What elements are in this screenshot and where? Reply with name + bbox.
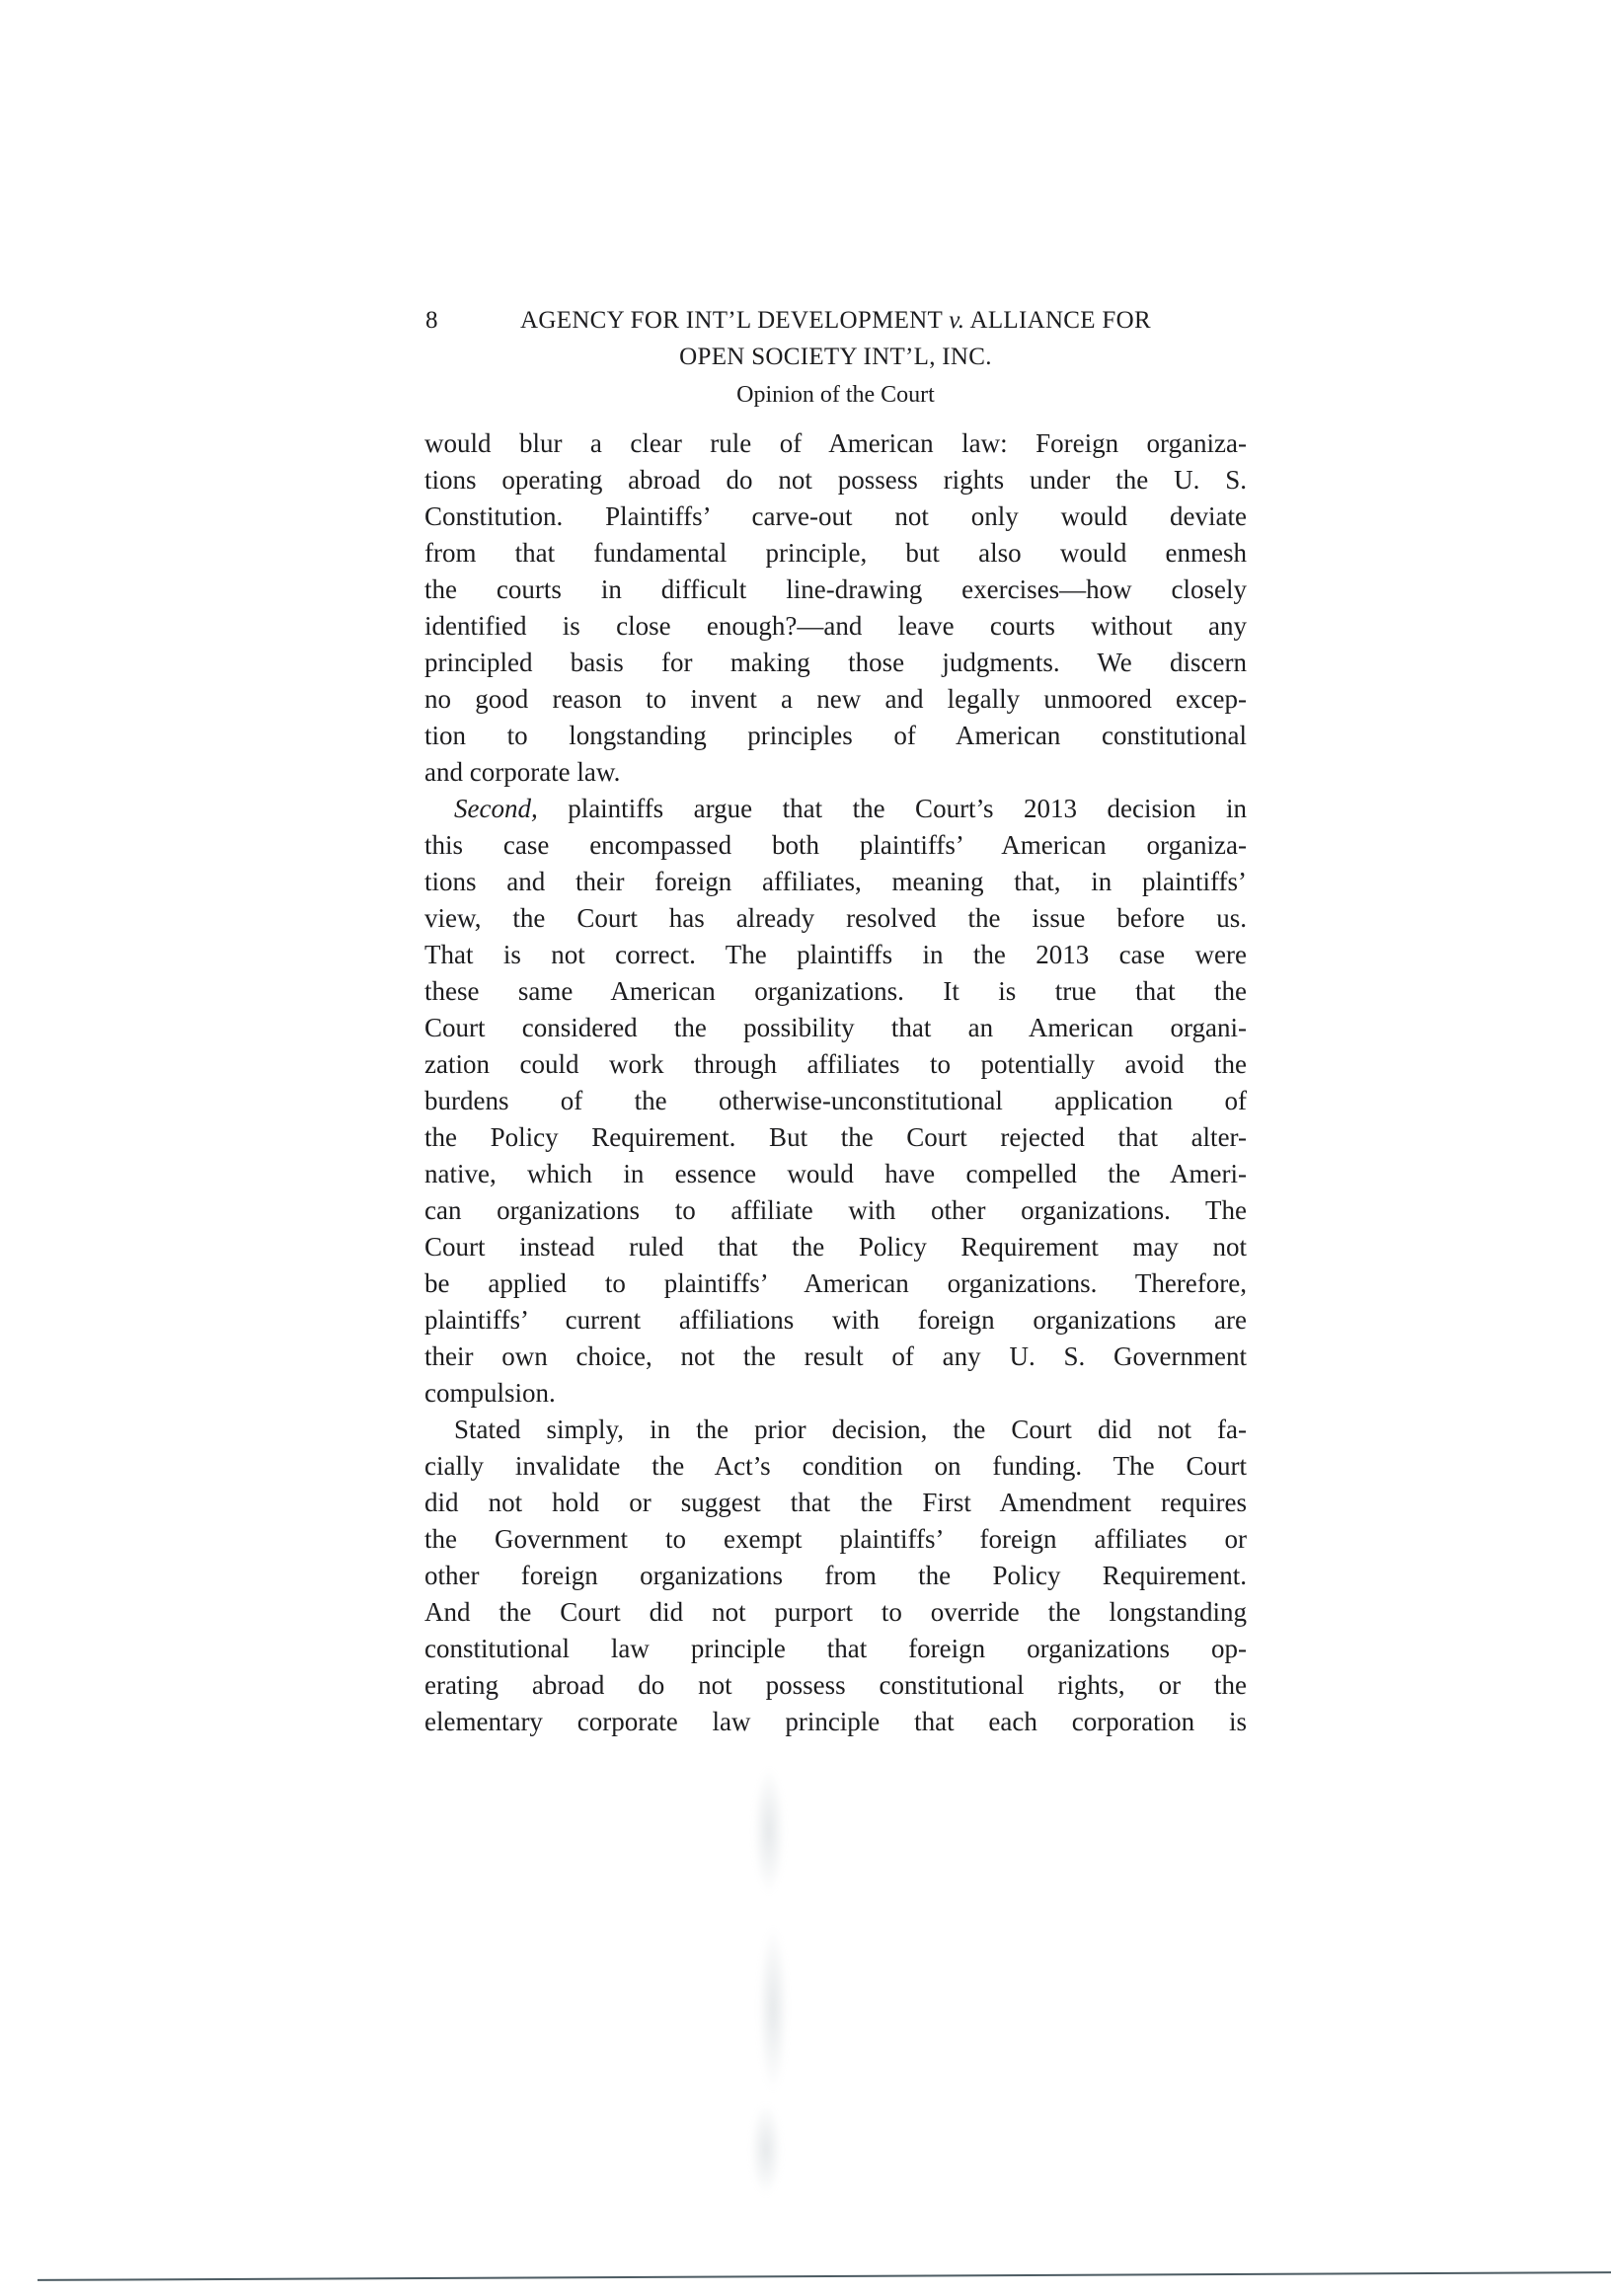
- text-line: the Policy Requirement. But the Court rejected that alter-: [424, 1122, 1247, 1152]
- text-line: the courts in difficult line-drawing exercises—how closely: [424, 574, 1247, 604]
- scan-smudge: [753, 1767, 785, 1895]
- paragraph: [424, 1412, 1247, 1740]
- text-line: Court instead ruled that the Policy Requirement may not: [424, 1232, 1247, 1262]
- text-line: zation could work through affiliates to potentially avoid the: [424, 1049, 1247, 1079]
- scan-smudge: [758, 1925, 788, 2093]
- text-line: identified is close enough?—and leave courts without any: [424, 611, 1247, 641]
- text-line: did not hold or suggest that the First Amendment requires: [424, 1488, 1247, 1517]
- text-line: and corporate law.: [424, 757, 621, 787]
- text-line: no good reason to invent a new and legally unmoored excep-: [424, 684, 1247, 714]
- text-line: And the Court did not purport to override the longstanding: [424, 1597, 1247, 1627]
- text-line: elementary corporate law principle that each corporation is: [424, 1707, 1247, 1736]
- text-line: from that fundamental principle, but also would enmesh: [424, 538, 1247, 568]
- running-head: [424, 302, 1247, 413]
- text-line: would blur a clear rule of American law: Foreign organiza-: [424, 428, 1247, 458]
- text-line: the Government to exempt plaintiffs’ foreign affiliates or: [424, 1524, 1247, 1554]
- text-line: tions and their foreign affiliates, meaning that, in plaintiffs’: [424, 867, 1247, 896]
- text-line: be applied to plaintiffs’ American organizations. Therefore,: [424, 1268, 1247, 1298]
- case-title-line1: [424, 302, 1247, 339]
- paragraph: [424, 425, 1247, 791]
- text-line: erating abroad do not possess constitutional rights, or the: [424, 1670, 1247, 1700]
- case-title-post: ALLIANCE FOR: [969, 307, 1151, 334]
- text-line: Stated simply, in the prior decision, the Court did not fa-: [454, 1415, 1247, 1444]
- text-line: compulsion.: [424, 1378, 556, 1408]
- body-text: [424, 425, 1247, 1740]
- case-title-pre: AGENCY FOR INT’L DEVELOPMENT: [520, 307, 943, 334]
- text-line: native, which in essence would have compelled the Ameri-: [424, 1159, 1247, 1188]
- page-bottom-edge-line: [38, 2271, 1611, 2281]
- text-line: tion to longstanding principles of American constitutional: [424, 721, 1247, 750]
- scan-smudge: [750, 2103, 782, 2196]
- text-line: these same American organizations. It is true that the: [424, 976, 1247, 1006]
- text-line: this case encompassed both plaintiffs’ American organiza-: [424, 830, 1247, 860]
- text-line: other foreign organizations from the Policy Requirement.: [424, 1561, 1247, 1590]
- text-line: constitutional law principle that foreign organizations op-: [424, 1634, 1247, 1663]
- text-line: cially invalidate the Act’s condition on funding. The Court: [424, 1451, 1247, 1481]
- text-line: principled basis for making those judgments. We discern: [424, 648, 1247, 677]
- text-line: That is not correct. The plaintiffs in the 2013 case were: [424, 940, 1247, 969]
- text-line: burdens of the otherwise-unconstitutional application of: [424, 1086, 1247, 1115]
- text-line: their own choice, not the result of any U. S. Government: [424, 1341, 1247, 1371]
- case-title-line2: OPEN SOCIETY INT’L, INC.: [679, 344, 992, 370]
- text-line: can organizations to affiliate with other organizations. The: [424, 1195, 1247, 1225]
- case-title-versus: v.: [949, 307, 965, 334]
- page-number: 8: [425, 307, 438, 334]
- text-line: Constitution. Plaintiffs’ carve-out not only would deviate: [424, 501, 1247, 531]
- text-line: plaintiffs’ current affiliations with foreign organizations are: [424, 1305, 1247, 1335]
- opinion-of-the-court-label: Opinion of the Court: [736, 382, 935, 408]
- text-line: Second, plaintiffs argue that the Court’s 2013 decision in: [454, 794, 1247, 823]
- text-line: Court considered the possibility that an American organi-: [424, 1013, 1247, 1042]
- text-line: view, the Court has already resolved the issue before us.: [424, 903, 1247, 933]
- paragraph: [424, 791, 1247, 1412]
- text-line: tions operating abroad do not possess rights under the U. S.: [424, 465, 1247, 495]
